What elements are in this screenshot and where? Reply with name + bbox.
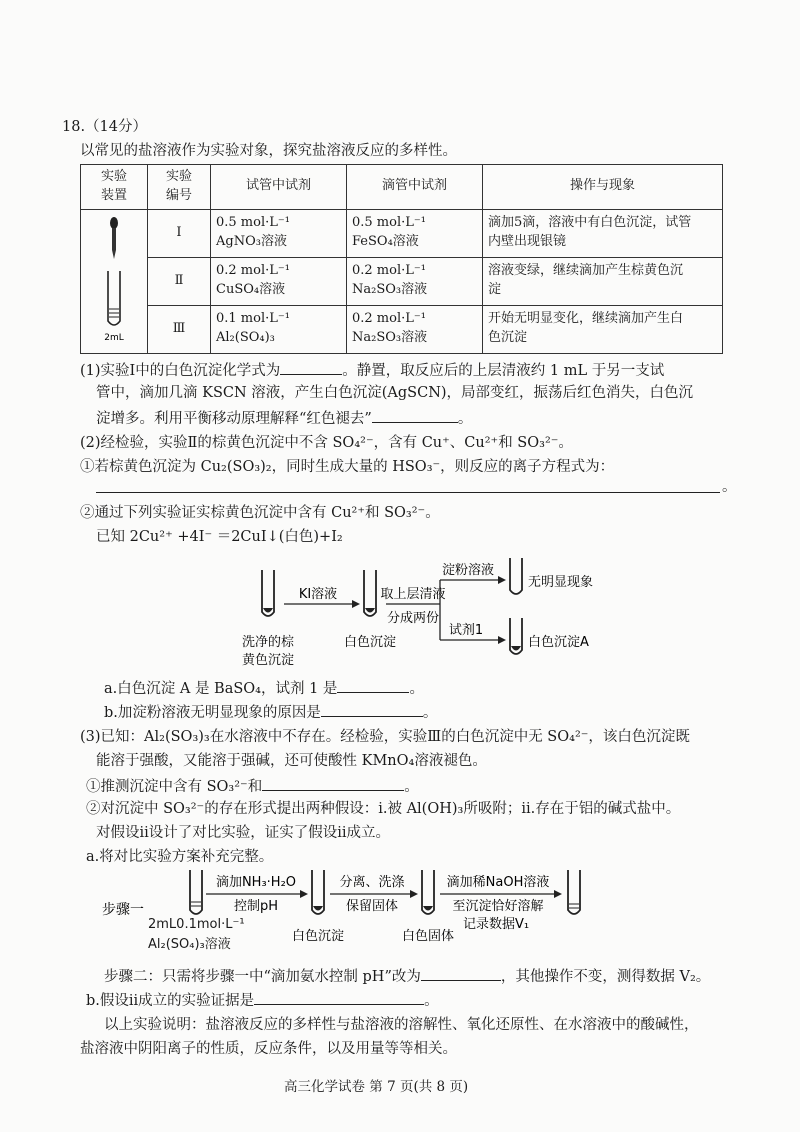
question-header: 18.（14分）	[62, 119, 148, 135]
table-header-row	[81, 165, 723, 210]
white-a-label: 白色沉淀A	[528, 635, 589, 650]
conclusion-line2: 盐溶液中阴阳离子的性质，反应条件，以及用量等等相关。	[80, 1041, 457, 1057]
reagent1-label: 试剂1	[448, 623, 484, 638]
table-row	[81, 305, 723, 353]
answer-blank-7[interactable]	[254, 990, 424, 1005]
part3-q1-end: 。	[404, 779, 419, 795]
tube1-label-line1: 洗净的棕	[241, 635, 295, 650]
part2-b-text: b.加淀粉溶液无明显现象的原因是	[104, 705, 321, 721]
white-ppt-label: 白色沉淀	[291, 929, 345, 944]
part1-text-b: 。静置，取反应后的上层清液约 1 mL 于另一支试	[342, 363, 665, 379]
split-label: 分成两份	[386, 611, 440, 626]
table-row	[81, 209, 723, 257]
row-2-dropper: 0.2 mol·L⁻¹ Na₂SO₃溶液	[347, 257, 483, 305]
part3-line2: 能溶于强酸，又能溶于强碱，还可使酸性 KMnO₄溶液褪色。	[96, 753, 487, 769]
part3-line1: (3)已知：Al₂(SO₃)₃在水溶液中不存在。经检验，实验Ⅲ的白色沉淀中无 SO₄²⁻，该白色沉淀既	[80, 729, 690, 745]
control-ph-label: 控制pH	[233, 899, 279, 914]
header-number: 实验 编号	[148, 165, 211, 210]
no-change-label: 无明显现象	[528, 575, 594, 590]
part1-line3	[96, 408, 472, 430]
part3-b-end: 。	[424, 993, 439, 1009]
part1-text-a: (1)实验Ⅰ中的白色沉淀化学式为	[80, 363, 281, 379]
table-row	[81, 257, 723, 305]
step1-label: 步骤一	[102, 902, 144, 918]
step2-text-b: ，其他操作不变，测得数据 V₂。	[500, 969, 711, 985]
tube1-label-line2: 黄色沉淀	[241, 653, 295, 668]
part2-line1: (2)经检验，实验Ⅱ的棕黄色沉淀中不含 SO₄²⁻，含有 Cu⁺、Cu²⁺和 SO₃²⁻。	[80, 435, 573, 451]
row-2-tube: 0.2 mol·L⁻¹ CuSO₄溶液	[211, 257, 347, 305]
record-v1-label: 记录数据V₁	[462, 917, 530, 932]
part2-b	[104, 702, 437, 724]
part2-q2: ②通过下列实验证实棕黄色沉淀中含有 Cu²⁺和 SO₃²⁻。	[80, 505, 440, 521]
part2-known: 已知 2Cu²⁺ +4I⁻ ＝2CuI↓(白色)+I₂	[96, 529, 343, 545]
part3-q1	[86, 776, 419, 798]
header-apparatus: 实验 装置	[81, 165, 148, 210]
nh3-label: 滴加NH₃·H₂O	[215, 875, 297, 890]
part1-line3-end: 。	[457, 411, 473, 427]
keep-solid-label: 保留固体	[345, 899, 399, 914]
part3-q2-line1: ②对沉淀中 SO₃²⁻的存在形式提出两种假设：ⅰ.被 Al(OH)₃所吸附；ⅱ.存在于铝的碱式盐中。	[86, 801, 681, 817]
dropper-and-test-tube-icon	[92, 213, 136, 343]
volume-label: 2mL	[104, 332, 124, 343]
answer-blank-4[interactable]	[321, 702, 423, 717]
dissolve-label: 至沉淀恰好溶解	[452, 899, 544, 914]
header-operation: 操作与现象	[483, 165, 723, 210]
part1-line3-text: 淀增多。利用平衡移动原理解释“红色褪去”	[96, 411, 372, 427]
part1-line2: 管中，滴加几滴 KSCN 溶液，产生白色沉淀(AgSCN)，局部变红，振荡后红色消失，白色沉	[96, 385, 694, 401]
part1-line1	[80, 360, 664, 382]
header-dropper-reagent: 滴管中试剂	[347, 165, 483, 210]
row-3-id: Ⅲ	[148, 305, 211, 353]
row-1-phenomenon: 滴加5滴，溶液中有白色沉淀，试管 内壁出现银镜	[483, 209, 723, 257]
row-2-id: Ⅱ	[148, 257, 211, 305]
flow-diagram-cu-test	[240, 552, 620, 674]
part2-a	[104, 678, 424, 700]
answer-blank-2[interactable]	[372, 408, 458, 423]
part2-a-text: a.白色沉淀 A 是 BaSO₄，试剂 1 是	[104, 681, 338, 697]
page-footer: 高三化学试卷 第 7 页(共 8 页)	[284, 1079, 469, 1095]
row-1-tube: 0.5 mol·L⁻¹ AgNO₃溶液	[211, 209, 347, 257]
starch-label: 淀粉溶液	[441, 563, 495, 578]
solution-label-line1: 2mL0.1mol·L⁻¹	[148, 917, 245, 932]
ki-label: KI溶液	[298, 587, 338, 602]
answer-blank-6[interactable]	[421, 966, 501, 981]
apparatus-cell	[81, 209, 148, 353]
part2-b-end: 。	[422, 705, 438, 721]
answer-line-equation[interactable]	[96, 492, 720, 493]
part3-b	[86, 990, 439, 1012]
part3-a: a.将对比实验方案补充完整。	[86, 849, 274, 865]
step2-text-a: 步骤二：只需将步骤一中“滴加氨水控制 pH”改为	[104, 969, 421, 985]
take-upper-label: 取上层清液	[380, 587, 446, 602]
step2-line	[104, 966, 710, 988]
solution-label-line2: Al₂(SO₄)₃溶液	[148, 937, 231, 952]
part2-a-end: 。	[409, 681, 424, 697]
part3-q2-line2: 对假设ⅱ设计了对比实验，证实了假设ⅱ成立。	[96, 825, 391, 841]
separate-label: 分离、洗涤	[339, 875, 405, 890]
header-tube-reagent: 试管中试剂	[211, 165, 347, 210]
answer-blank-1[interactable]	[280, 360, 342, 375]
conclusion-line1: 以上实验说明：盐溶液反应的多样性与盐溶液的溶解性、氧化还原性、在水溶液中的酸碱性，	[104, 1017, 699, 1033]
part3-b-text: b.假设ⅱ成立的实验证据是	[86, 993, 255, 1009]
answer-blank-3[interactable]	[337, 678, 409, 693]
row-1-id: Ⅰ	[148, 209, 211, 257]
part3-q1-text: ①推测沉淀中含有 SO₃²⁻和	[86, 779, 263, 795]
row-3-tube: 0.1 mol·L⁻¹ Al₂(SO₄)₃	[211, 305, 347, 353]
experiment-table	[80, 164, 723, 354]
part2-q1-end: 。	[722, 479, 737, 495]
white-solid-label: 白色固体	[401, 929, 455, 944]
naoh-label: 滴加稀NaOH溶液	[446, 875, 550, 890]
part2-q1: ①若棕黄色沉淀为 Cu₂(SO₃)₂，同时生成大量的 HSO₃⁻，则反应的离子方程式为：	[80, 459, 615, 475]
tube2-label: 白色沉淀	[343, 635, 397, 650]
question-intro: 以常见的盐溶液作为实验对象，探究盐溶液反应的多样性。	[80, 143, 457, 159]
row-2-phenomenon: 溶液变绿，继续滴加产生棕黄色沉 淀	[483, 257, 723, 305]
answer-blank-5[interactable]	[262, 776, 404, 791]
row-3-dropper: 0.2 mol·L⁻¹ Na₂SO₃溶液	[347, 305, 483, 353]
row-1-dropper: 0.5 mol·L⁻¹ FeSO₄溶液	[347, 209, 483, 257]
row-3-phenomenon: 开始无明显变化，继续滴加产生白 色沉淀	[483, 305, 723, 353]
